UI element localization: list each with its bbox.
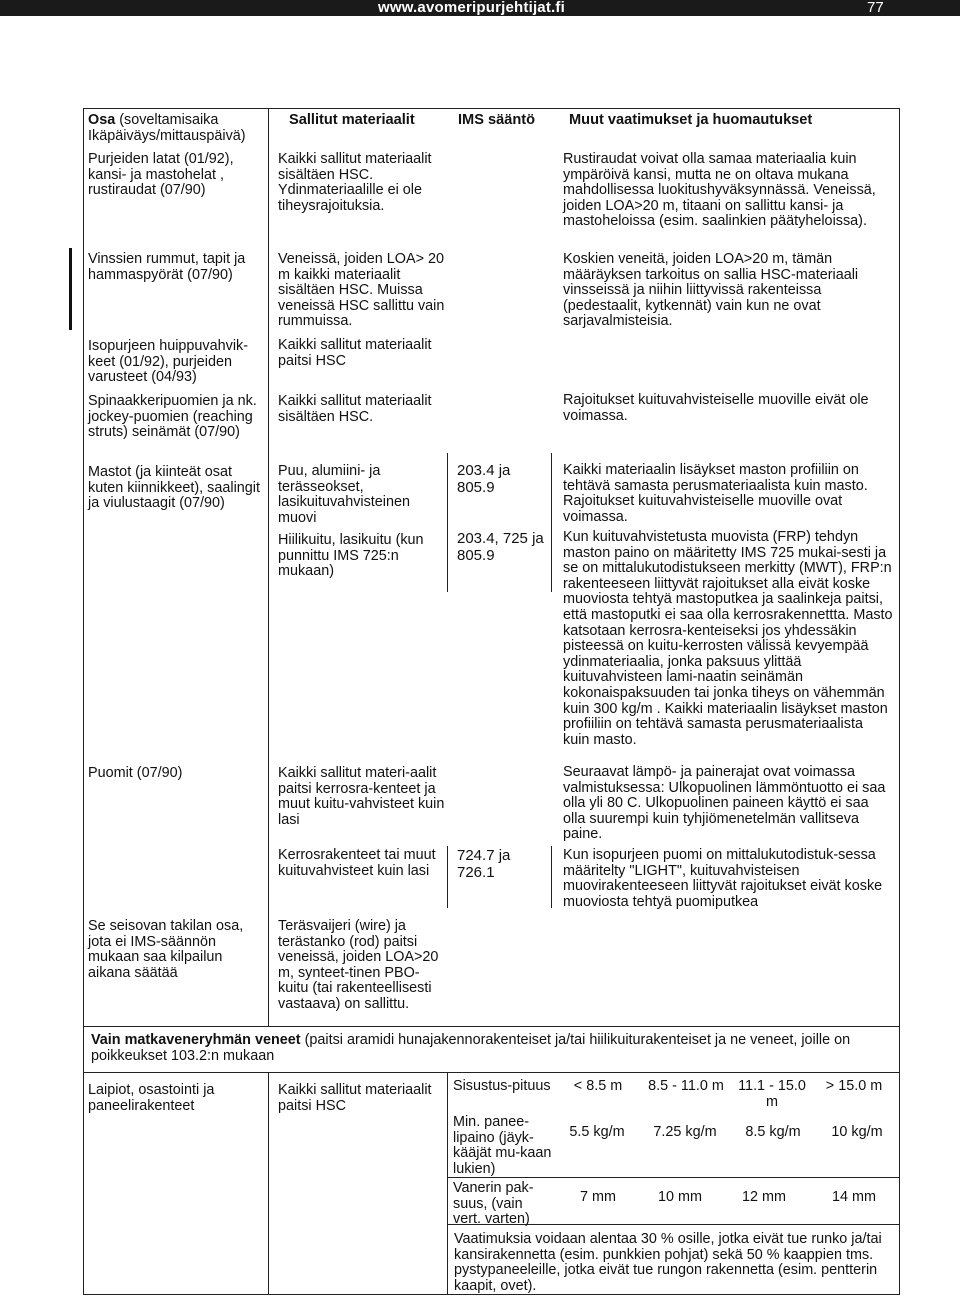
col-divider-notes-b [551,846,552,908]
length-col-3: 11.1 - 15.0 m [738,1078,806,1110]
weight-cell: 8.5 kg/m [745,1124,801,1140]
bottom-col-divider-2 [447,1072,448,1295]
note-cell: Kaikki materiaalin lisäykset maston profiiliin on tehtävä samasta perusmateriaalista kuin masto. Rajoitukset kuituvahvisteiselle muoville ovat voimassa. [563,462,868,525]
weight-cell: 5.5 kg/m [569,1124,625,1140]
bottom-col-divider [268,1072,269,1295]
material-cell: Puu, alumiini- ja terässeokset, lasikuituvahvisteinen muovi [278,463,410,526]
material-cell: Kaikki sallitut materiaalit paitsi HSC [278,1082,432,1114]
note-cell: Kun kuituvahvistetusta muovista (FRP) tehdyn maston paino on määritetty IMS 725 mukai-sesti ja se on mittalukutodistukseen merkitty (MWT), FRP:n rakenteeseen liittyvät rajoitukset alla eivät koske muoviosta tehtyä mastoputkea ja saalinkeja paitsi, että mastoputki ei saa olla kerrosrakennettta. Masto katsotaan kerrosra-kenteiseksi jos yhdessäkin pisteessä on kuitu-kerrosten välissä kevyempää ydinmateriaalia, jonka paksuus ylittää kuituvahvisteen lami-naatin seinämän kokonaispaksuuden tai jonka tiheys on vähemmän kuin 300 kg/m . Kaikki materiaalin lisäykset maston profiiliin on tehtävä samasta perusmateriaalista kuin masto. [563,529,893,748]
ims-cell: 203.4, 725 ja 805.9 [457,530,544,564]
note-cell: Rustiraudat voivat olla samaa materiaalia kuin ympäröivä kansi, mutta ne on oltava mukana mahdollisessa luokitushyväksynnässä. Veneissä, joiden LOA>20 m, titaani on sallittu kansi- ja mastoheloissa (esim. saalinkien päätyheloissa). [563,151,876,230]
length-col-4: > 15.0 m [825,1078,883,1094]
site-url[interactable]: www.avomeripurjehtijat.fi [378,0,565,16]
note-cell: Seuraavat lämpö- ja painerajat ovat voimassa valmistuksessa: Ulkopuolinen lämmöntuotto ei saa olla yli 80 C. Ulkopuolinen paineen käyttö ei saa olla suurempi kuin tyhjiömenetelmän vallitseva paine. [563,764,886,843]
row-label-length: Sisustus-pituus [453,1078,551,1094]
material-cell: Veneissä, joiden LOA> 20 m kaikki materiaalit sisältäen HSC. Muissa veneissä HSC sallittu vain rummuissa. [278,251,445,330]
cruiser-rule-bottom [83,1072,900,1073]
material-cell: Kaikki sallitut materiaalit paitsi HSC [278,337,432,369]
col-header-part-bold: Osa [88,112,116,128]
thickness-cell: 7 mm [580,1189,616,1205]
row-label-thickness: Vanerin pak-suus, (vain vert. varten) [453,1180,534,1228]
reduction-note: Vaatimuksia voidaan alentaa 30 % osille, jotka eivät tue runko ja/tai kansirakennetta (esim. punkkien pohjat) sekä 50 % kaappien tms. pystypaneeleille, jotka eivät tue rungon rakennetta (esim. pentterin kaapit, ovet). [454,1231,882,1294]
part-cell: Vinssien rummut, tapit ja hammaspyörät (07/90) [88,251,246,283]
material-cell: Hiilikuitu, lasikuitu (kun punnittu IMS 725:n mukaan) [278,532,424,580]
part-cell: Spinaakkeripuomien ja nk. jockey-puomien (reaching struts) seinämät (07/90) [88,393,257,441]
note-cell: Rajoitukset kuituvahvisteiselle muoville eivät ole voimassa. [563,392,869,424]
page-header [0,0,960,16]
col-divider-notes-a [551,453,552,592]
ims-cell: 203.4 ja 805.9 [457,462,511,496]
col-header-notes: Muut vaatimukset ja huomautukset [569,112,813,128]
part-cell: Laipiot, osastointi ja paneelirakenteet [88,1082,215,1114]
cruiser-note-bold: Vain matkaveneryhmän veneet [91,1032,301,1048]
thickness-cell: 12 mm [742,1189,786,1205]
part-cell: Se seisovan takilan osa, jota ei IMS-säännön mukaan saa kilpailun aikana säätää [88,918,244,981]
part-cell: Isopurjeen huippuvahvik-keet (01/92), purjeiden varusteet (04/93) [88,338,248,386]
cruiser-note [91,1033,891,1064]
col-header-part-rest: (soveltamisaika Ikäpäiväys/mittauspäivä) [88,112,246,144]
col-header-ims: IMS sääntö [458,112,536,128]
col-header-materials: Sallitut materiaalit [289,112,415,128]
weight-cell: 7.25 kg/m [653,1124,717,1140]
note-cell: Kun isopurjeen puomi on mittalukutodistuk-sessa määritelty "LIGHT", kuituvahvisteisen muovirakenteeseen liittyvät rajoitukset eivät koske muoviosta tehtyä puomiputkea [563,847,883,910]
col-header-part [88,113,266,144]
material-cell: Teräsvaijeri (wire) ja terästanko (rod) paitsi veneissä, joiden LOA>20 m, synteet-tinen PBO-kuitu (tai rakenteellisesti vastaava) on sallittu. [278,918,439,1012]
material-cell: Kaikki sallitut materiaalit sisältäen HSC. Ydinmateriaalille ei ole tiheysrajoituksia. [278,151,432,214]
cruiser-rule-top [83,1026,900,1027]
thickness-cell: 14 mm [832,1189,876,1205]
thickness-cell: 10 mm [658,1189,702,1205]
page-number: 77 [867,0,884,16]
length-col-2: 8.5 - 11.0 m [648,1078,724,1094]
material-cell: Kaikki sallitut materiaalit sisältäen HSC. [278,393,432,425]
col-divider-part [268,108,269,1026]
weight-cell: 10 kg/m [831,1124,883,1140]
change-bar [69,248,72,330]
material-cell: Kerrosrakenteet tai muut kuituvahvisteet kuin lasi [278,847,436,879]
ims-cell: 724.7 ja 726.1 [457,847,511,881]
row-label-weight: Min. panee-lipaino (jäyk-kääjät mu-kaan lukien) [453,1114,552,1177]
length-col-1: < 8.5 m [573,1078,623,1094]
col-divider-ims-b [447,846,448,908]
material-cell: Kaikki sallitut materi-aalit paitsi kerrosra-kenteet ja muut kuitu-vahvisteet kuin lasi [278,765,445,828]
note-cell: Koskien veneitä, joiden LOA>20 m, tämän määräyksen tarkoitus on sallia HSC-materiaali vinsseissä ja niihin liittyvissä rakenteissa (pedestaalit, kytkennät) vain kun ne ovat sarjavalmisteisia. [563,251,859,330]
cruiser-note-rest: (paitsi aramidi hunajakennorakenteiset ja/tai hiilikuiturakenteiset ja ne veneet, joille on poikkeukset 103.2:n mukaan [91,1032,851,1064]
part-cell: Mastot (ja kiinteät osat kuten kiinnikkeet), saalingit ja viulustaagit (07/90) [88,464,260,512]
part-cell: Purjeiden latat (01/92), kansi- ja mastohelat , rustiraudat (07/90) [88,151,234,199]
part-cell: Puomit (07/90) [88,765,183,781]
